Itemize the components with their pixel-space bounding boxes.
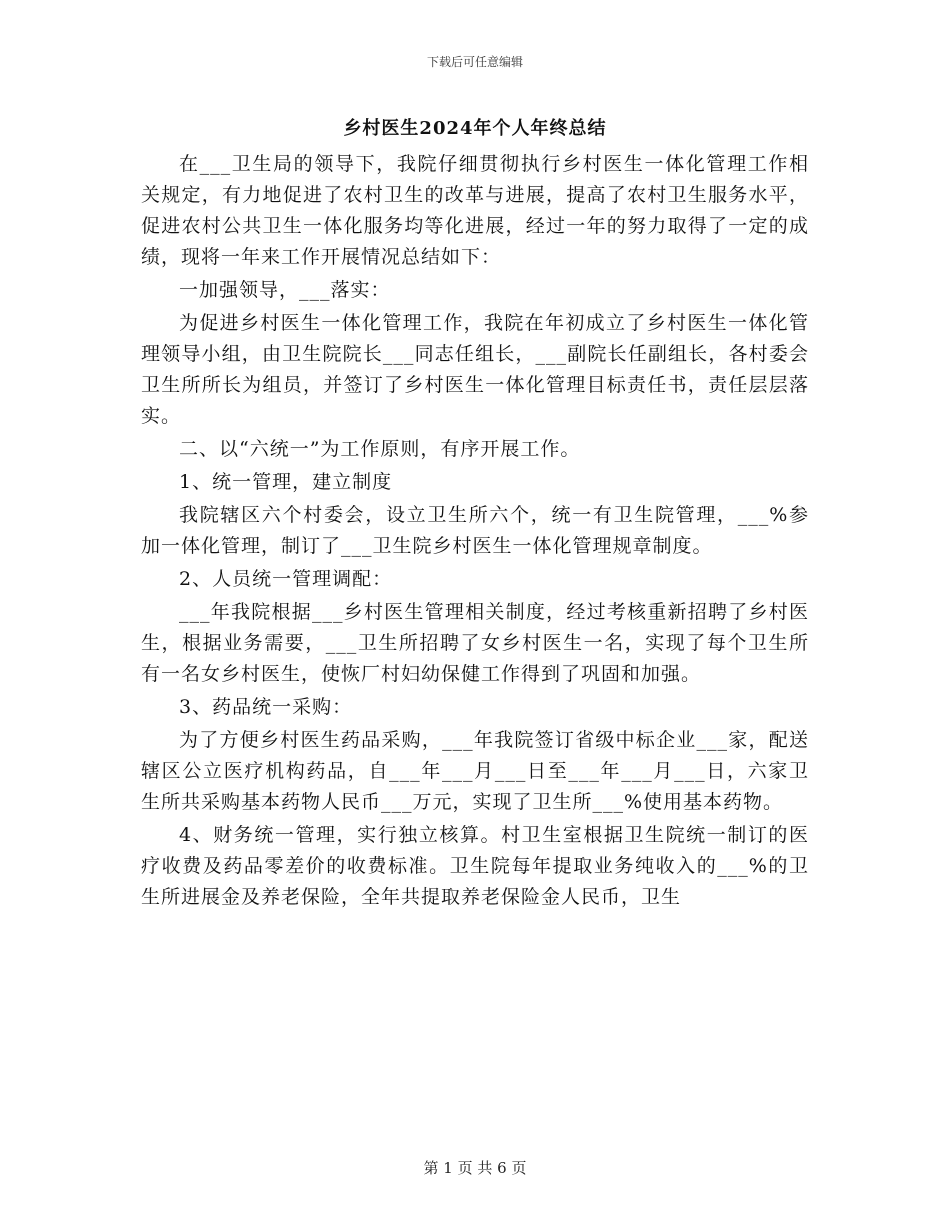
subheading-management: 1、统一管理，建立制度 bbox=[179, 471, 393, 493]
paragraph-leadership: 为促进乡村医生一体化管理工作，我院在年初成立了乡村医生一体化管理领导小组，由卫生院院长___同志任组长，___副院长任副组长，各村委会卫生所所长为组员，并签订了乡村医生一体化管理目标责任书，责任层层落实。 bbox=[141, 312, 809, 427]
paragraph-management: 我院辖区六个村委会，设立卫生所六个，统一有卫生院管理，___%参加一体化管理，制订了___卫生院乡村医生一体化管理规章制度。 bbox=[141, 504, 809, 557]
document-title: 乡村医生2024年个人年终总结 bbox=[343, 118, 607, 139]
paragraph-finance: 4、财务统一管理，实行独立核算。村卫生室根据卫生院统一制订的医疗收费及药品零差价的收费标准。卫生院每年提取业务纯收入的___%的卫生所进展金及养老保险，全年共提取养老保险金人民币，卫生 bbox=[141, 824, 809, 908]
document-body bbox=[141, 148, 809, 914]
subheading-personnel: 2、人员统一管理调配： bbox=[179, 568, 393, 590]
page-number: 第 1 页 共 6 页 bbox=[423, 1159, 527, 1177]
subheading-drug-procurement: 3、药品统一采购： bbox=[179, 696, 353, 718]
page-header-note: 下载后可任意编辑 bbox=[426, 55, 523, 69]
section-heading-principles: 二、以“六统一”为工作原则，有序开展工作。 bbox=[179, 438, 581, 460]
paragraph-personnel: ___年我院根据___乡村医生管理相关制度，经过考核重新招聘了乡村医生，根据业务需要，___卫生所招聘了女乡村医生一名，实现了每个卫生所有一名女乡村医生，使恢厂村妇幼保健工作得到了巩固和加强。 bbox=[141, 601, 809, 685]
paragraph-drug-procurement: 为了方便乡村医生药品采购，___年我院签订省级中标企业___家，配送辖区公立医疗机构药品，自___年___月___日至___年___月___日，六家卫生所共采购基本药物人民币___万元，实现了卫生所___%使用基本药物。 bbox=[141, 729, 809, 813]
section-heading-leadership: 一加强领导，___落实： bbox=[179, 279, 391, 301]
paragraph-intro: 在___卫生局的领导下，我院仔细贯彻执行乡村医生一体化管理工作相关规定，有力地促进了农村卫生的改革与进展，提高了农村卫生服务水平，促进农村公共卫生一体化服务均等化进展，经过一年的努力取得了一定的成绩，现将一年来工作开展情况总结如下： bbox=[141, 153, 809, 268]
